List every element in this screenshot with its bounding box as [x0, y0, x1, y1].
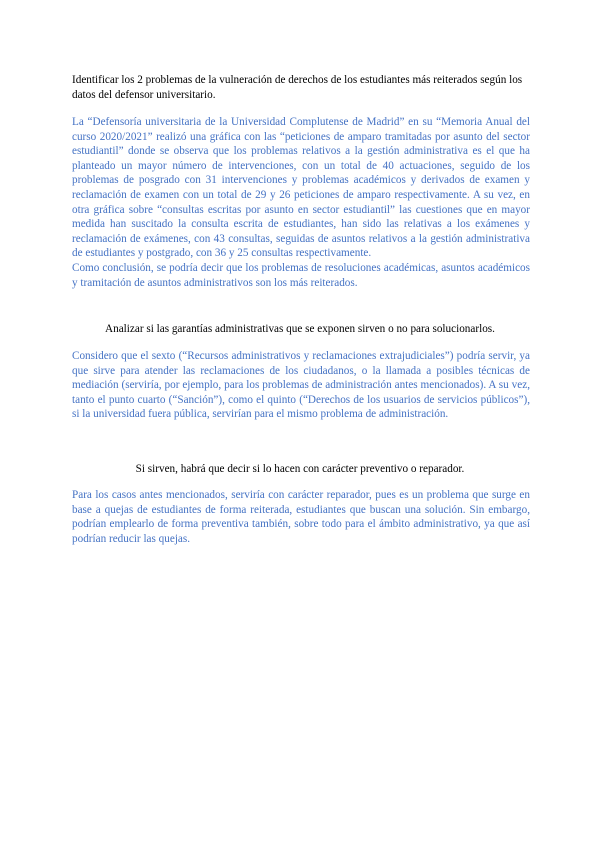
- question-1: Identificar los 2 problemas de la vulneración de derechos de los estudiantes más reiterados según los datos del defensor universitario.: [72, 74, 523, 101]
- answer-1-paragraph-2: Como conclusión, se podría decir que los problemas de resoluciones académicas, asuntos académicos y tramitación de asuntos administrativos son los más reiterados.: [72, 261, 530, 289]
- answer-1: [72, 115, 530, 290]
- question-2: Analizar si las garantías administrativas que se exponen sirven o no para solucionarlos.: [105, 323, 495, 335]
- question-3: Si sirven, habrá que decir si lo hacen con carácter preventivo o reparador.: [135, 463, 465, 475]
- answer-3: Para los casos antes mencionados, serviría con carácter reparador, pues es un problema que surge en base a quejas de estudiantes de forma reiterada, estudiantes que buscan una solución. Sin embargo, podrían emplearlo de forma preventiva también, sobre todo para el ámbito administrativo, ya que así podrían reducir las quejas.: [72, 489, 530, 545]
- answer-2: Considero que el sexto (“Recursos administrativos y reclamaciones extrajudiciales”) podría servir, ya que sirve para atender las reclamaciones de los ciudadanos, o la llamada a posibles técnicas de mediación (serviría, por ejemplo, para los problemas de administración antes mencionados). A su vez, tanto el punto cuarto (“Sanción”), como el quinto (“Derechos de los usuarios de servicios públicos”), si la universidad fuera pública, servirían para el mismo problema de administración.: [72, 350, 530, 421]
- answer-1-paragraph-1: La “Defensoría universitaria de la Universidad Complutense de Madrid” en su “Memoria Anual del curso 2020/2021” realizó una gráfica con las “peticiones de amparo tramitadas por asunto del sector estudiantil” donde se observa que los problemas relativos a la gestión administrativa es el que ha planteado un mayor número de intervenciones, con un total de 40 actuaciones, seguido de los problemas de posgrado con 31 intervenciones y problemas académicos y derivados de examen y reclamación de examen con un total de 29 y 26 peticiones de amparo respectivamente. A su vez, en otra gráfica sobre “consultas escritas por asunto en sector estudiantil” las cuestiones que en mayor medida han suscitado la consulta escrita de estudiantes, han sido las relativas a los exámenes y reclamación de exámenes, con 43 consultas, seguidas de asuntos relativos a la gestión administrativa de estudiantes y postgrado, con 36 y 25 consultas respectivamente.: [72, 116, 530, 260]
